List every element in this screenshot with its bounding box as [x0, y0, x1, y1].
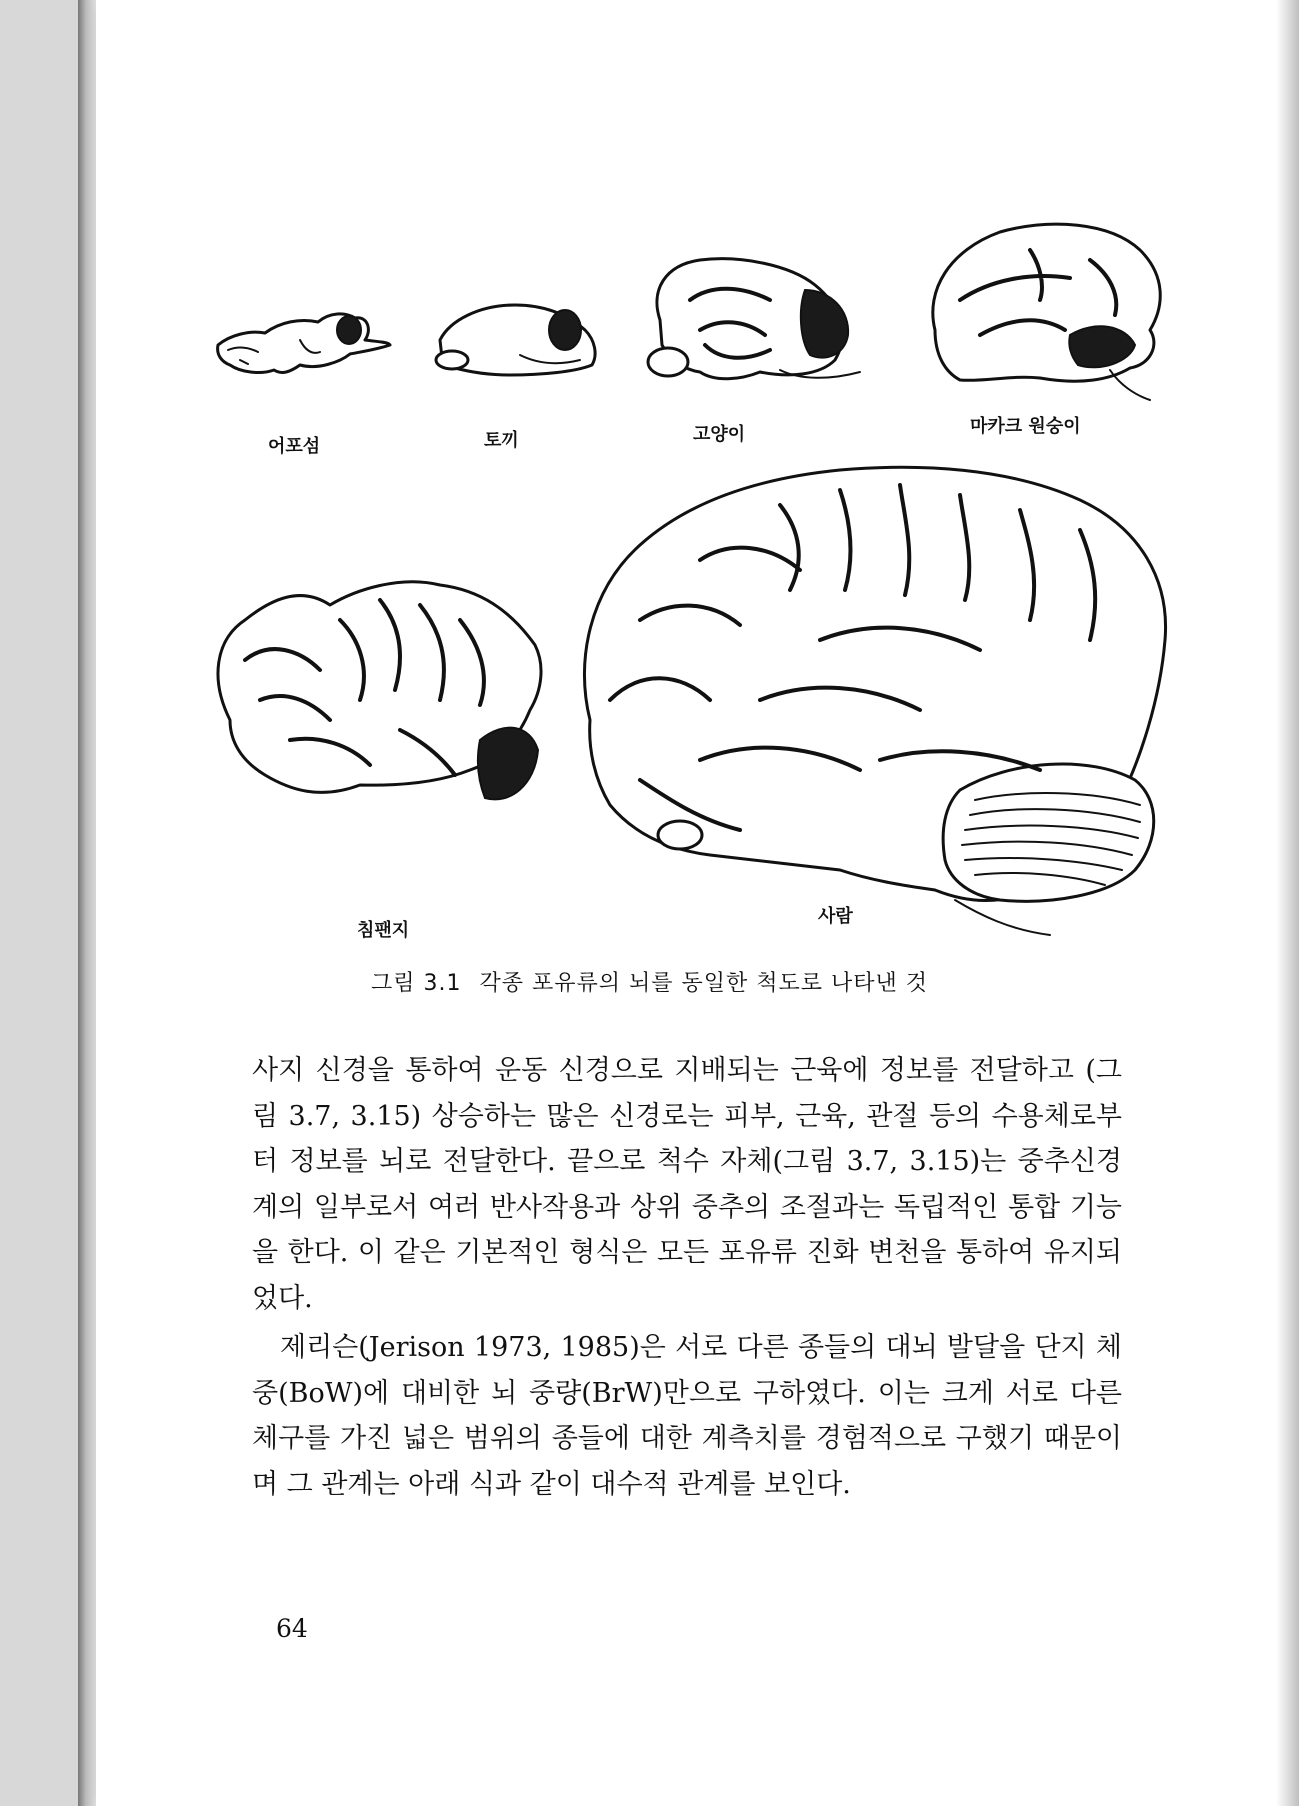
page-number: 64	[276, 1614, 308, 1643]
body-text	[252, 1048, 1122, 1507]
macaque-label: 마카크 원숭이	[970, 416, 1081, 437]
cat-brain-drawing	[648, 259, 860, 379]
paragraph-1: 사지 신경을 통하여 운동 신경으로 지배되는 근육에 정보를 전달하고 (그림 3.7, 3.15) 상승하는 많은 신경로는 피부, 근육, 관절 등의 수용체로부터 정보를 뇌로 전달한다. 끝으로 척수 자체(그림 3.7, 3.15)는 중추신경계의 일부로서 여러 반사작용과 상위 중추의 조절과는 독립적인 통합 기능을 한다. 이 같은 기본적인 형식은 모든 포유류 진화 변천을 통하여 유지되었다.	[252, 1055, 1122, 1314]
macaque-brain-drawing	[933, 224, 1160, 400]
chimpanzee-label: 침팬지	[357, 920, 410, 941]
rabbit-brain-drawing	[436, 305, 595, 375]
rabbit-label: 토끼	[484, 430, 519, 451]
human-brain-drawing	[584, 467, 1165, 935]
chimpanzee-brain-drawing	[218, 582, 541, 800]
opossum-label: 어포섬	[268, 436, 321, 457]
figure-caption	[0, 966, 1299, 997]
cat-label: 고양이	[693, 424, 746, 445]
human-label: 사람	[818, 906, 853, 927]
opossum-brain-drawing	[218, 314, 390, 373]
caption-text: 각종 포유류의 뇌를 동일한 척도로 나타낸 것	[479, 971, 928, 996]
paragraph-2: 제리슨(Jerison 1973, 1985)은 서로 다른 종들의 대뇌 발달을 단지 체중(BoW)에 대비한 뇌 중량(BrW)만으로 구하였다. 이는 크게 서로 다른 체구를 가진 넓은 범위의 종들에 대한 계측치를 경험적으로 구했기 때문이며 그 관계는 아래 식과 같이 대수적 관계를 보인다.	[252, 1332, 1122, 1500]
caption-number: 그림 3.1	[371, 971, 462, 996]
